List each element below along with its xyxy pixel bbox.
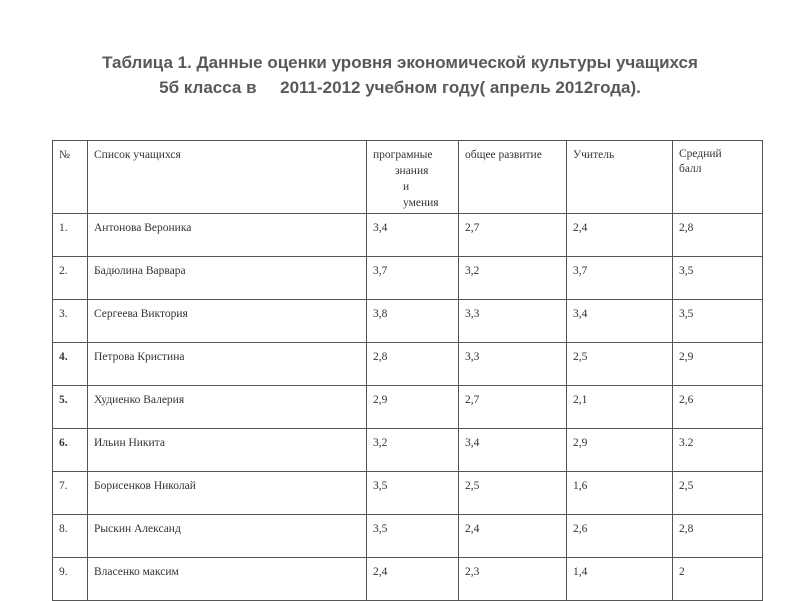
table-row [53,386,763,429]
table-row [53,515,763,558]
cell-teacher: 2,6 [567,515,673,558]
cell-teacher: 2,5 [567,343,673,386]
header-general: общее развитие [459,141,567,214]
cell-knowledge: 3,8 [367,300,459,343]
cell-average: 3,5 [673,300,763,343]
cell-general: 3,4 [459,429,567,472]
cell-number: 5. [53,386,88,429]
cell-average: 3.2 [673,429,763,472]
table-row [53,429,763,472]
header-knowledge [367,141,459,214]
cell-name: Сергеева Виктория [88,300,367,343]
cell-knowledge: 3,7 [367,257,459,300]
table-row [53,257,763,300]
title-line-2: 5б класса в 2011-2012 учебном году( апрель 2012года). [159,78,641,97]
header-knowledge-line2: знания [395,165,429,177]
cell-number: 2. [53,257,88,300]
cell-average: 2,8 [673,515,763,558]
cell-name: Петрова Кристина [88,343,367,386]
table-header-row [53,141,763,214]
cell-number: 7. [53,472,88,515]
cell-name: Рыскин Александ [88,515,367,558]
cell-teacher: 3,7 [567,257,673,300]
cell-average: 2 [673,558,763,601]
cell-general: 2,5 [459,472,567,515]
cell-knowledge: 3,5 [367,472,459,515]
table-row [53,300,763,343]
cell-teacher: 2,1 [567,386,673,429]
table-row [53,472,763,515]
cell-name: Власенко максим [88,558,367,601]
cell-general: 2,7 [459,214,567,257]
cell-general: 3,3 [459,300,567,343]
header-teacher: Учитель [567,141,673,214]
cell-teacher: 1,6 [567,472,673,515]
header-knowledge-line3: и [403,181,410,193]
cell-number: 4. [53,343,88,386]
cell-average: 2,5 [673,472,763,515]
cell-general: 2,3 [459,558,567,601]
cell-general: 2,7 [459,386,567,429]
cell-teacher: 2,4 [567,214,673,257]
cell-number: 8. [53,515,88,558]
cell-average: 2,6 [673,386,763,429]
header-number: № [53,141,88,214]
cell-teacher: 2,9 [567,429,673,472]
header-average [673,141,763,214]
cell-knowledge: 2,8 [367,343,459,386]
cell-knowledge: 2,9 [367,386,459,429]
table-row [53,214,763,257]
cell-number: 3. [53,300,88,343]
cell-name: Ильин Никита [88,429,367,472]
cell-name: Худиенко Валерия [88,386,367,429]
cell-number: 1. [53,214,88,257]
cell-knowledge: 3,4 [367,214,459,257]
title-line-1: Таблица 1. Данные оценки уровня экономической культуры учащихся [102,53,698,72]
cell-average: 2,8 [673,214,763,257]
cell-average: 3,5 [673,257,763,300]
page-title [40,50,760,100]
cell-teacher: 3,4 [567,300,673,343]
cell-name: Бадюлина Варвара [88,257,367,300]
header-students: Список учащихся [88,141,367,214]
grades-table [52,140,763,601]
table-row [53,343,763,386]
cell-knowledge: 3,2 [367,429,459,472]
header-average-label: Средний балл [679,148,722,175]
cell-general: 3,3 [459,343,567,386]
header-knowledge-line4: умения [403,197,439,209]
table-row [53,558,763,601]
cell-general: 3,2 [459,257,567,300]
cell-teacher: 1,4 [567,558,673,601]
cell-knowledge: 3,5 [367,515,459,558]
cell-number: 6. [53,429,88,472]
header-knowledge-line1: програмные [373,149,433,161]
cell-number: 9. [53,558,88,601]
cell-name: Борисенков Николай [88,472,367,515]
cell-knowledge: 2,4 [367,558,459,601]
cell-name: Антонова Вероника [88,214,367,257]
cell-general: 2,4 [459,515,567,558]
cell-average: 2,9 [673,343,763,386]
